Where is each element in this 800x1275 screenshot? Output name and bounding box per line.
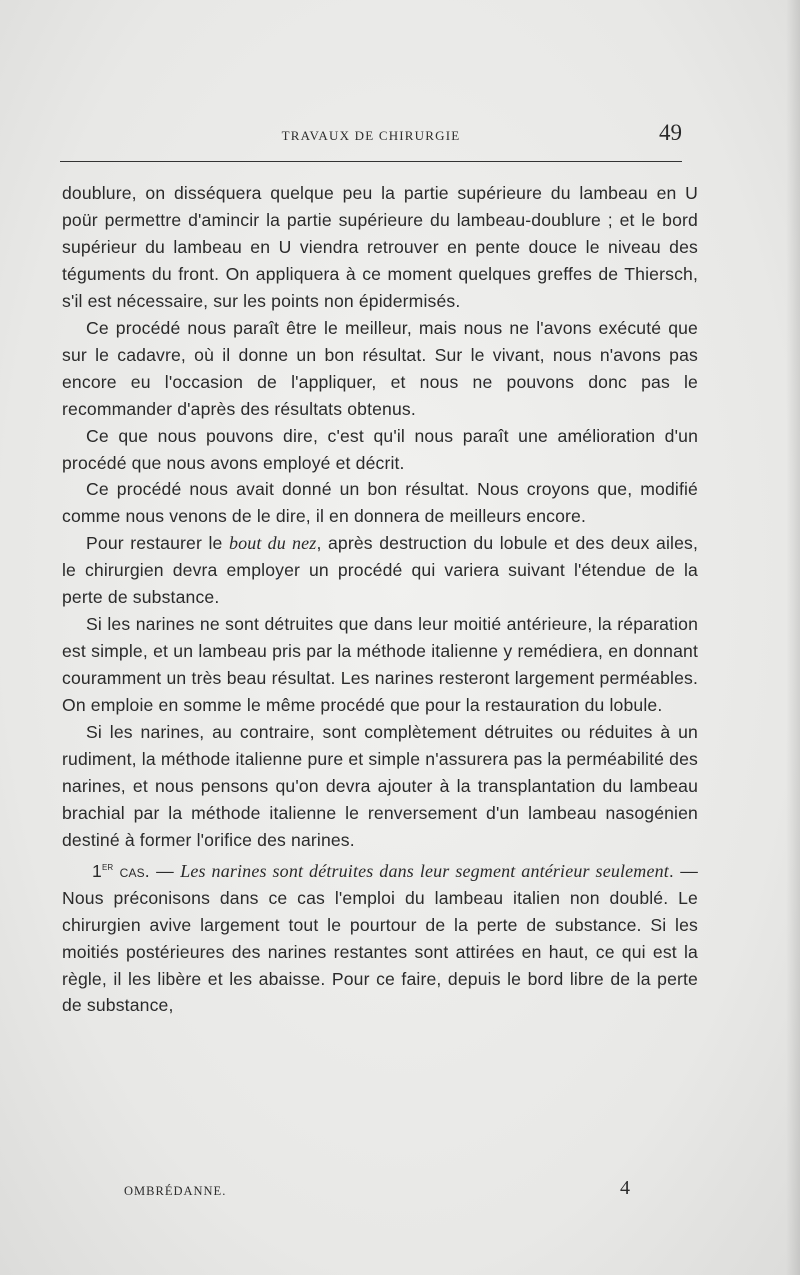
paragraph-1: doublure, on disséquera quelque peu la partie supérieure du lambeau en U poür permettre d'amincir la partie supérieure du lambeau-doublure ; et le bord supérieur du lambeau en U viendra retrouver en pente douce le niveau des téguments du front. On appliquera à ce moment quelques greffes de Thiersch, s'il est nécessaire, sur les points non épidermisés. [62,183,698,311]
case-number-digit: 1 [92,860,102,881]
paragraph-4: Ce procédé nous avait donné un bon résultat. Nous croyons que, modifié comme nous venons de le dire, il en donnera de meilleurs encore. [62,479,698,527]
case-paragraph [62,854,698,1020]
paragraph-5-italic: bout du nez [228,533,317,554]
case-title-italic: Les narines sont détruites dans leur segment antérieur seulement [180,860,669,881]
page-number: 49 [659,120,682,145]
body-text [62,180,698,1019]
printer-signature: OMBRÉDANNE. [124,1184,227,1198]
paragraph-5-rest: , après destruction du lobule et des deux ailes, le chirurgien devra employer un procédé qui variera suivant l'étendue de la perte de substance. [62,533,698,608]
running-head [60,120,682,156]
paragraph-5 [62,530,698,611]
page-edge-shadow [786,0,800,1275]
paragraph-7: Si les narines, au contraire, sont complètement détruites ou réduites à un rudiment, la méthode italienne pure et simple n'assurera pas la perméabilité des narines, et nous pensons qu'on devra ajouter à la transplantation du lambeau brachial par la méthode italienne le renversement d'un lambeau nasogénien destiné à former l'orifice des narines. [62,722,698,850]
paragraph-6: Si les narines ne sont détruites que dans leur moitié antérieure, la réparation est simple, et un lambeau pris par la méthode italienne y remédiera, en donnant couramment un très beau résultat. Les narines resteront largement perméables. On emploie en somme le même procédé que pour la restauration du lobule. [62,614,698,716]
header-rule [60,161,682,162]
paragraph-5-lead: Pour restaurer le [86,533,229,554]
case-number [92,861,150,881]
running-title: TRAVAUX DE CHIRURGIE [281,128,461,143]
case-label: cas. [113,860,150,881]
case-number-sup: er [101,860,114,873]
case-text: . — Nous préconisons dans ce cas l'emploi du lambeau italien non doublé. Le chirurgien avive largement tout le pourtour de la perte de substance. Si les moitiés postérieures des narines restantes sont attirées en haut, ce qui est la règle, il les libère et les abaisse. Pour ce faire, depuis le bord libre de la perte de substance, [62,860,698,1016]
paragraph-2: Ce procédé nous paraît être le meilleur, mais nous ne l'avons exécuté que sur le cadavre, où il donne un bon résultat. Sur le vivant, nous n'avons pas encore eu l'occasion de l'appliquer, et nous ne pouvons donc pas le recommander d'après des résultats obtenus. [62,317,698,419]
case-dash: — [149,860,181,881]
paragraph-3: Ce que nous pouvons dire, c'est qu'il nous paraît une amélioration d'un procédé que nous avons employé et décrit. [62,425,698,473]
sheet-number: 4 [620,1177,630,1199]
